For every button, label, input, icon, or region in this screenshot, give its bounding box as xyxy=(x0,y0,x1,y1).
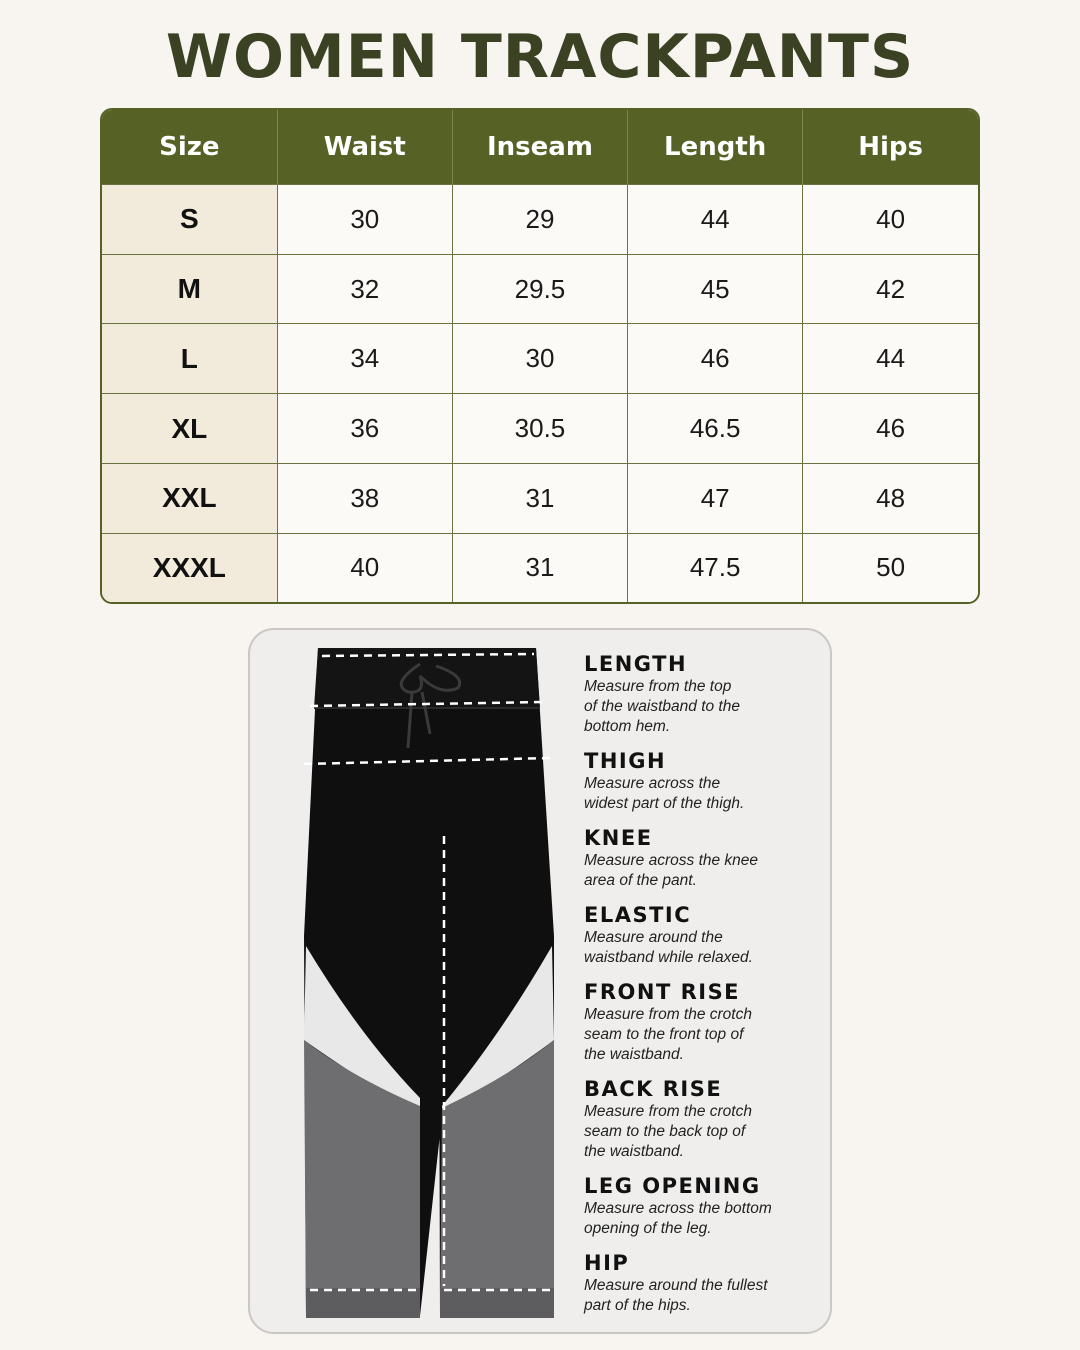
table-cell: 31 xyxy=(452,463,627,533)
measure-description-line: the waistband. xyxy=(584,1046,684,1063)
measure-description-line: Measure across the bottom xyxy=(584,1200,772,1217)
measure-description-line: Measure across the xyxy=(584,775,721,792)
size-chart-table xyxy=(100,108,980,604)
measure-description-line: Measure across the knee xyxy=(584,852,759,869)
measure-description-line: part of the hips. xyxy=(584,1297,691,1314)
size-label-cell: M xyxy=(102,254,277,324)
measure-description xyxy=(584,928,824,968)
table-cell: 44 xyxy=(803,324,978,394)
measure-description xyxy=(584,1102,824,1162)
size-label-cell: S xyxy=(102,185,277,255)
measure-item xyxy=(584,980,824,1065)
table-cell: 30.5 xyxy=(452,394,627,464)
table-cell: 31 xyxy=(452,533,627,602)
table-cell: 40 xyxy=(803,185,978,255)
measure-description-line: of the waistband to the xyxy=(584,698,740,715)
table-cell: 40 xyxy=(277,533,452,602)
table-row xyxy=(102,254,978,324)
measure-description-line: Measure from the crotch xyxy=(584,1103,752,1120)
table-cell: 48 xyxy=(803,463,978,533)
measure-description xyxy=(584,774,824,814)
measure-item xyxy=(584,1174,824,1239)
measure-title: FRONT RISE xyxy=(584,980,741,1004)
table-row xyxy=(102,533,978,602)
measurement-guide-panel xyxy=(248,628,832,1334)
measure-description-line: Measure around the xyxy=(584,929,723,946)
measure-description xyxy=(584,1276,824,1316)
size-label-cell: XXL xyxy=(102,463,277,533)
column-header: Hips xyxy=(803,110,978,185)
table-cell: 36 xyxy=(277,394,452,464)
measure-item xyxy=(584,1077,824,1162)
table-row xyxy=(102,394,978,464)
measure-title: KNEE xyxy=(584,826,653,850)
measure-description-line: seam to the back top of xyxy=(584,1123,746,1140)
table-cell: 46.5 xyxy=(628,394,803,464)
measure-title: HIP xyxy=(584,1251,630,1275)
right-cuff xyxy=(440,1288,554,1318)
left-cuff xyxy=(306,1288,420,1318)
table-cell: 29.5 xyxy=(452,254,627,324)
table-cell: 46 xyxy=(628,324,803,394)
table-cell: 30 xyxy=(277,185,452,255)
measure-description-line: area of the pant. xyxy=(584,872,697,889)
table-cell: 46 xyxy=(803,394,978,464)
measure-item xyxy=(584,826,824,891)
measure-description-line: waistband while relaxed. xyxy=(584,949,753,966)
measure-item xyxy=(584,903,824,968)
measure-description-line: the waistband. xyxy=(584,1143,684,1160)
table-cell: 45 xyxy=(628,254,803,324)
column-header: Size xyxy=(102,110,277,185)
measure-title: BACK RISE xyxy=(584,1077,723,1101)
table-cell: 34 xyxy=(277,324,452,394)
size-label-cell: XXXL xyxy=(102,533,277,602)
measure-item xyxy=(584,749,824,814)
measure-title: LENGTH xyxy=(584,652,688,676)
measurement-definitions xyxy=(584,652,824,1328)
table-row xyxy=(102,463,978,533)
table-cell: 38 xyxy=(277,463,452,533)
measure-title: THIGH xyxy=(584,749,667,773)
column-header: Waist xyxy=(277,110,452,185)
table-cell: 42 xyxy=(803,254,978,324)
page-title: WOMEN TRACKPANTS xyxy=(165,22,915,92)
measure-description xyxy=(584,1199,824,1239)
size-label-cell: XL xyxy=(102,394,277,464)
measure-title: LEG OPENING xyxy=(584,1174,761,1198)
measure-description-line: seam to the front top of xyxy=(584,1026,744,1043)
measure-description-line: widest part of the thigh. xyxy=(584,795,745,812)
table-cell: 32 xyxy=(277,254,452,324)
measure-description-line: bottom hem. xyxy=(584,718,671,735)
column-header: Inseam xyxy=(452,110,627,185)
table-cell: 30 xyxy=(452,324,627,394)
table-cell: 47 xyxy=(628,463,803,533)
table-cell: 47.5 xyxy=(628,533,803,602)
measure-description-line: opening of the leg. xyxy=(584,1220,712,1237)
measure-description-line: Measure from the top xyxy=(584,678,732,695)
measure-description xyxy=(584,1005,824,1065)
table-cell: 29 xyxy=(452,185,627,255)
measure-title: ELASTIC xyxy=(584,903,692,927)
waistband-shape xyxy=(314,648,540,708)
measure-item xyxy=(584,652,824,737)
trackpants-illustration xyxy=(270,636,590,1326)
measure-description-line: Measure from the crotch xyxy=(584,1006,752,1023)
measure-description-line: Measure around the fullest xyxy=(584,1277,768,1294)
table-row xyxy=(102,324,978,394)
table-cell: 44 xyxy=(628,185,803,255)
measure-item xyxy=(584,1251,824,1316)
table-header-row xyxy=(102,110,978,185)
column-header: Length xyxy=(628,110,803,185)
table-row xyxy=(102,185,978,255)
size-label-cell: L xyxy=(102,324,277,394)
measure-description xyxy=(584,851,824,891)
measure-description xyxy=(584,677,824,737)
table-cell: 50 xyxy=(803,533,978,602)
